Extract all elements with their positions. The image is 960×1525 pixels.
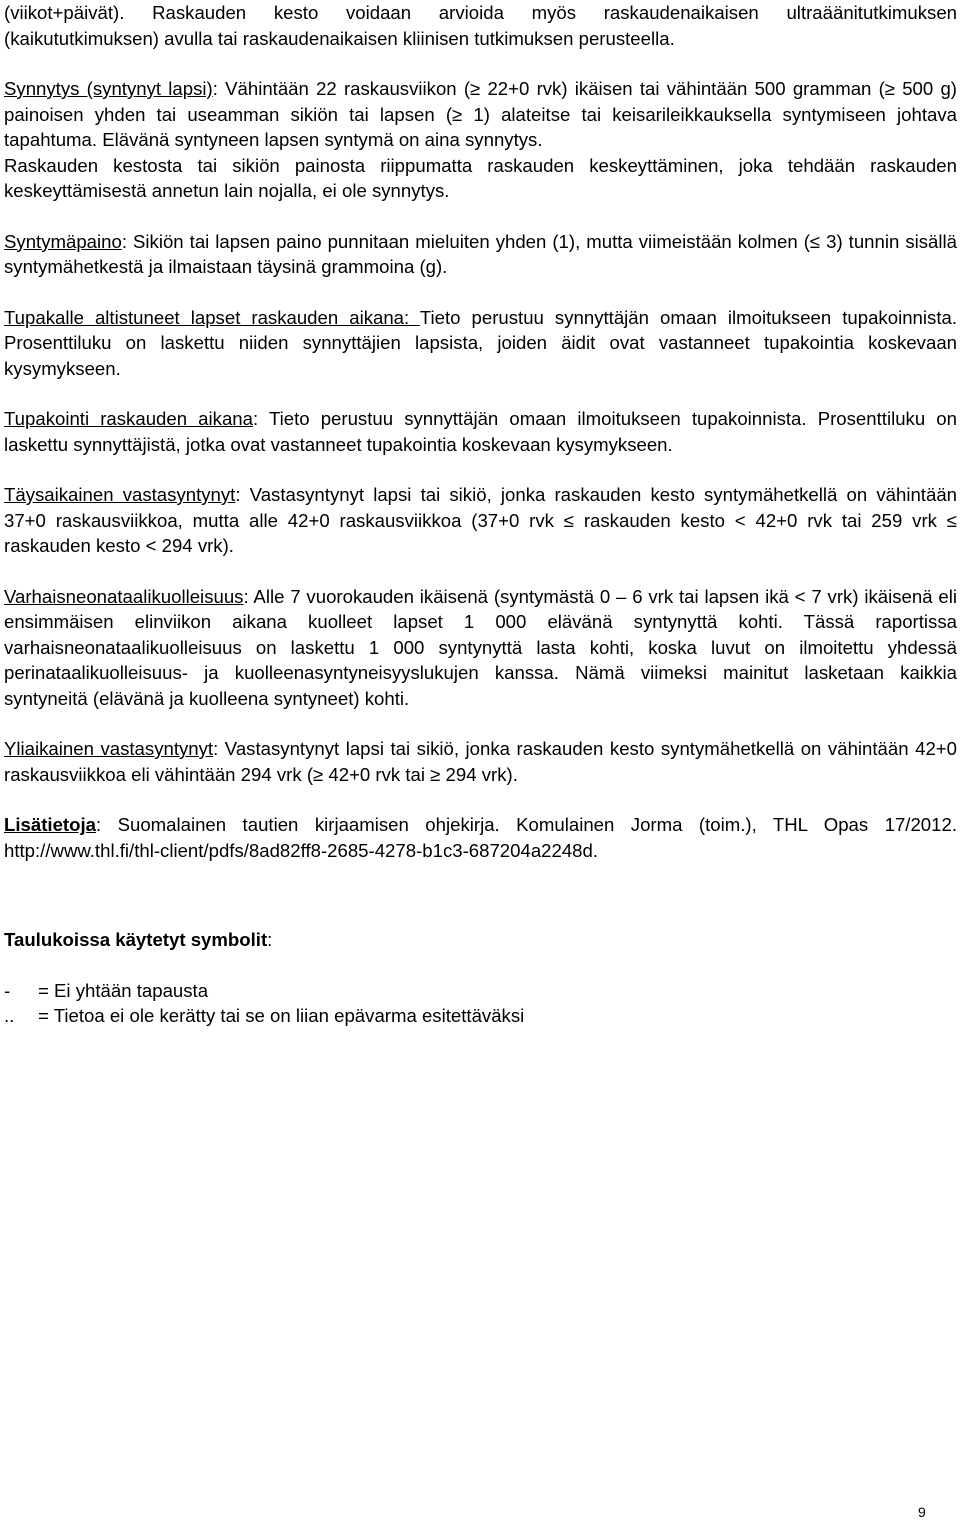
symbol-description: = Ei yhtään tapausta — [38, 979, 209, 1001]
definition-lisatietoja — [4, 812, 957, 863]
term-varhaisneonataalikuolleisuus: Varhaisneonataalikuolleisuus — [4, 585, 244, 607]
page-number: 9 — [918, 1504, 926, 1520]
symbol-row — [4, 1003, 957, 1029]
document-page — [4, 0, 957, 1029]
term-tupakointi: Tupakointi raskauden aikana — [4, 408, 253, 429]
definition-taysaikainen-text: : Vastasyntynyt lapsi tai sikiö, jonka raskauden kesto syntymähetkellä on vähintään 37+0 raskausviikkoa, mutta alle 42+0 raskausviikkoa (37+0 rvk ≤ raskauden kesto < 42+0 rvk tai 259 vrk ≤ raskauden kesto < 294 vrk). — [4, 484, 957, 556]
definition-varhaisneonataalikuolleisuus — [4, 584, 957, 712]
definition-synnytys-note-text: Raskauden kestosta tai sikiön painosta riippumatta raskauden keskeyttäminen, joka tehdään raskauden keskeyttämisestä annetun lain nojalla, ei ole synnytys. — [4, 154, 957, 201]
definition-syntymapaino-text: : Sikiön tai lapsen paino punnitaan mieluiten yhden (1), mutta viimeistään kolmen (≤ 3) tunnin sisällä syntymähetkestä ja ilmaistaan täysinä grammoina (g). — [4, 230, 957, 277]
symbols-heading-colon: : — [267, 929, 273, 950]
symbols-heading-text: Taulukoissa käytetyt symbolit — [4, 929, 268, 950]
definition-varhaisneonataalikuolleisuus-text: : Alle 7 vuorokauden ikäisenä (syntymästä 0 – 6 vrk tai lapsen ikä < 7 vrk) ikäisenä eli ensimmäisen elinviikon aikana kuolleet lapset 1 000 elävänä syntynyttä kohti. Tässä raportissa varhaisneonataalikuolleisuus on laskettu 1 000 syntynyttä lasta kohti, koska luvut on ilmoitettu yhdessä perinataalikuolleisuus- ja kuolleenasyntyneisyyslukujen kanssa. Nämä viimeksi mainitut lasketaan kaikkia syntyneitä (elävänä ja kuolleena syntyneet) kohti. — [4, 585, 957, 709]
definition-yliaikainen-text: : Vastasyntynyt lapsi tai sikiö, jonka raskauden kesto syntymähetkellä on vähintään 42+0 raskausviikkoa eli vähintään 294 vrk (≥ 42+0 rvk tai ≥ 294 vrk). — [4, 738, 957, 785]
term-yliaikainen: Yliaikainen vastasyntynyt — [4, 738, 214, 759]
definition-tupakointi-text: : Tieto perustuu synnyttäjän omaan ilmoitukseen tupakoinnista. Prosenttiluku on laskettu synnyttäjistä, jotka ovat vastanneet tupakointia koskevaan kysymykseen. — [4, 408, 957, 455]
symbol-key: - — [4, 979, 11, 1001]
definition-lisatietoja-text: : Suomalainen tautien kirjaamisen ohjekirja. Komulainen Jorma (toim.), THL Opas 17/2012. http://www.thl.fi/thl-client/pdfs/8ad82ff8-2685-4278-b1c3-687204a2248d. — [4, 814, 957, 861]
term-taysaikainen: Täysaikainen vastasyntynyt — [4, 484, 236, 505]
term-synnytys: Synnytys (syntynyt lapsi) — [4, 78, 213, 99]
definition-synnytys-note — [4, 153, 957, 204]
definition-tupakointi — [4, 406, 957, 457]
definition-syntymapaino — [4, 229, 957, 280]
definition-synnytys — [4, 76, 957, 153]
symbol-row — [4, 978, 957, 1004]
intro-text: (viikot+päivät). Raskauden kesto voidaan arvioida myös raskaudenaikaisen ultraäänitutkimuksen (kaikututkimuksen) avulla tai raskaudenaikaisen kliinisen tutkimuksen perusteella. — [4, 2, 957, 49]
term-lisatietoja: Lisätietoja — [4, 814, 96, 835]
symbol-description: = Tietoa ei ole kerätty tai se on liian epävarma esitettäväksi — [38, 1005, 525, 1026]
definition-yliaikainen — [4, 736, 957, 787]
definition-tupakalle-altistuneet-text: Tieto perustuu synnyttäjän omaan ilmoitukseen tupakoinnista. Prosenttiluku on laskettu niiden synnyttäjien lapsista, joiden äidit ovat vastanneet tupakointia koskevaan kysymykseen. — [4, 306, 957, 379]
definition-tupakalle-altistuneet — [4, 305, 957, 382]
definition-taysaikainen — [4, 482, 957, 559]
definition-synnytys-text: : Vähintään 22 raskausviikon (≥ 22+0 rvk) ikäisen tai vähintään 500 gramman (≥ 500 g) painoisen yhden tai useamman sikiön tai lapsen (≥ 1) alateitse tai keisarileikkauksella syntymiseen johtava tapahtuma. Elävänä syntyneen lapsen syntymä on aina synnytys. — [4, 78, 957, 150]
intro-paragraph — [4, 0, 957, 51]
term-tupakalle-altistuneet: Tupakalle altistuneet lapset raskauden aikana: — [4, 306, 420, 328]
symbol-key: .. — [4, 1005, 15, 1026]
symbols-heading — [4, 927, 957, 953]
term-syntymapaino: Syntymäpaino — [4, 230, 122, 252]
